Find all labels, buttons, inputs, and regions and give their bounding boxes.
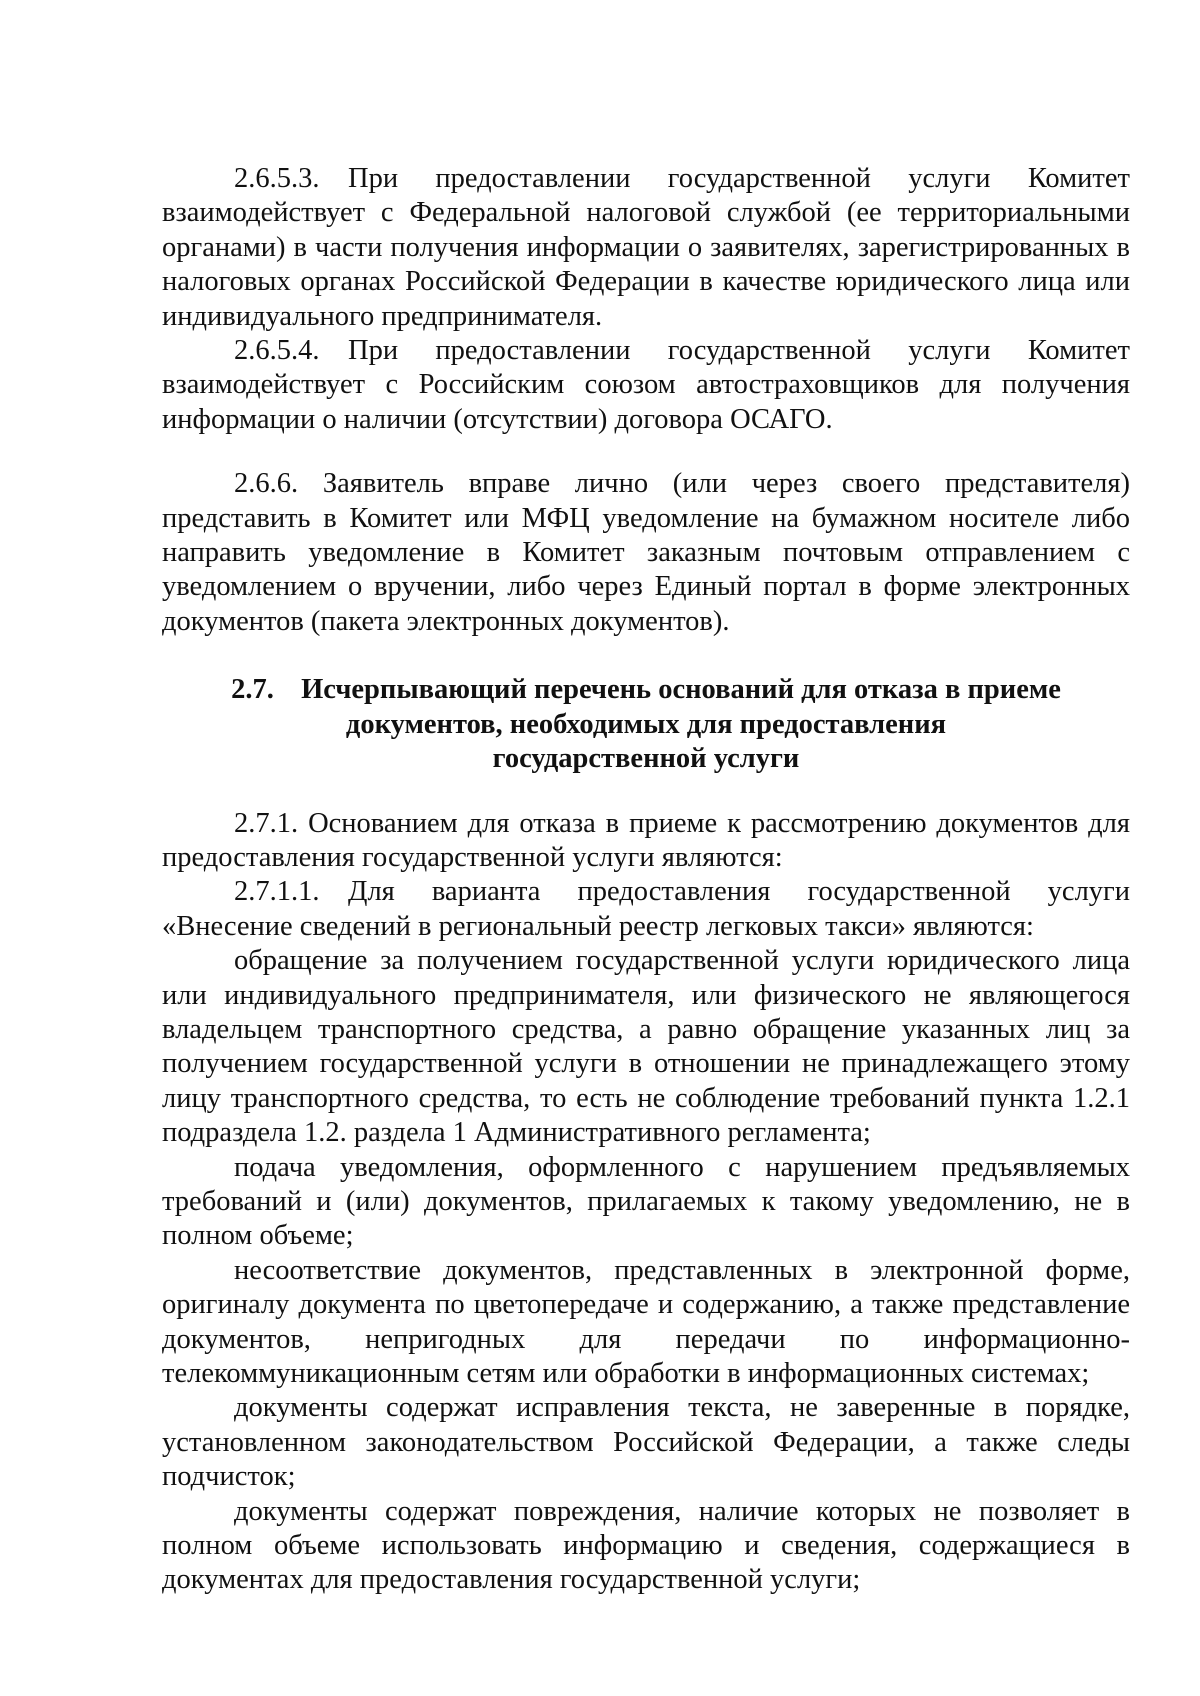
paragraph-reason-5: документы содержат повреждения, наличие которых не позволяет в полном объеме использовать информацию и сведения, содержащиеся в документах для предоставления государственной услуги;: [162, 1495, 1130, 1596]
paragraph-reason-1: обращение за получением государственной услуги юридического лица или индивидуального предпринимателя, или физического не являющегося владельцем транспортного средства, а равно обращение указанных лиц за получением государственной услуги в отношении не принадлежащего этому лицу транспортного средства, то есть не соблюдение требований пункта 1.2.1 подраздела 1.2. раздела 1 Административного регламента;: [162, 945, 1130, 1149]
section-title-line-1: Исчерпывающий перечень оснований для отказа в приеме: [301, 674, 1061, 706]
paragraph-reason-3: несоответствие документов, представленных в электронной форме, оригиналу документа по цветопередаче и содержанию, а также представление документов, непригодных для передачи по информационно-телекоммуникационным сетям или обработки в информационных системах;: [162, 1254, 1130, 1389]
paragraph-2-7-1: 2.7.1. Основанием для отказа в приеме к рассмотрению документов для предоставления государственной услуги являются:: [162, 807, 1130, 873]
section-heading-2-7: [162, 673, 1130, 776]
section-number: 2.7.: [231, 674, 274, 706]
section-title-line-3: государственной услуги: [492, 743, 800, 775]
section-title-line-2: документов, необходимых для предоставления: [345, 708, 947, 740]
paragraph-reason-2: подача уведомления, оформленного с нарушением предъявляемых требований и (или) документов, прилагаемых к такому уведомлению, не в полном объеме;: [162, 1151, 1130, 1252]
paragraph-2-6-6: 2.6.6. Заявитель вправе лично (или через своего представителя) представить в Комитет или МФЦ уведомление на бумажном носителе либо направить уведомление в Комитет заказным почтовым отправлением с уведомлением о вручении, либо через Единый портал в форме электронных документов (пакета электронных документов).: [162, 468, 1130, 637]
section-heading-line-1: [162, 673, 1130, 707]
paragraph-2-6-5-4: 2.6.5.4. При предоставлении государственной услуги Комитет взаимодействует с Российским союзом автостраховщиков для получения информации о наличии (отсутствии) договора ОСАГО.: [162, 335, 1130, 435]
paragraph-reason-4: документы содержат исправления текста, не заверенные в порядке, установленном законодательством Российской Федерации, а также следы подчисток;: [162, 1392, 1130, 1493]
paragraph-2-7-1-1: 2.7.1.1. Для варианта предоставления государственной услуги «Внесение сведений в региональный реестр легковых такси» являются:: [162, 876, 1130, 942]
document-page: [162, 162, 1130, 1598]
paragraph-2-6-5-3: 2.6.5.3. При предоставлении государственной услуги Комитет взаимодействует с Федеральной налоговой службой (ее территориальными органами) в части получения информации о заявителях, зарегистрированных в налоговых органах Российской Федерации в качестве юридического лица или индивидуального предпринимателя.: [162, 163, 1130, 332]
